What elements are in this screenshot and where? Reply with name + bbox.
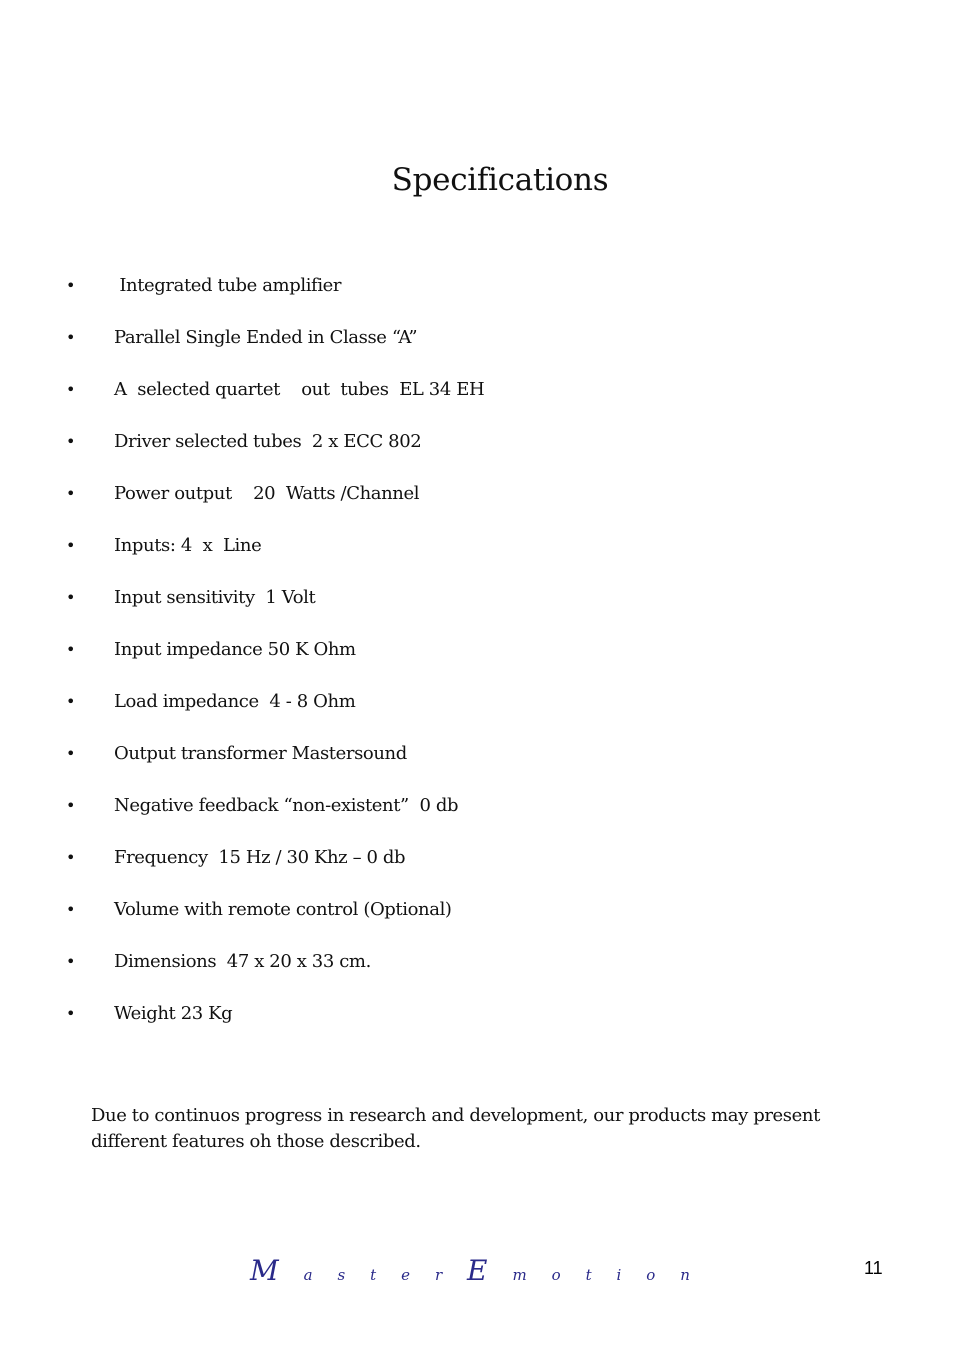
spec-text: Driver selected tubes 2 x ECC 802 [114, 431, 422, 452]
spec-text: Parallel Single Ended in Classe “A” [114, 327, 418, 348]
spec-text: Frequency 15 Hz / 30 Khz – 0 db [114, 847, 406, 868]
spec-text: Dimensions 47 x 20 x 33 cm. [114, 951, 371, 972]
bullet-icon: • [66, 744, 76, 763]
bullet-icon: • [66, 588, 76, 607]
spec-text: Weight 23 Kg [114, 1003, 233, 1024]
bullet-icon: • [66, 328, 76, 347]
spec-text: A selected quartet out tubes EL 34 EH [114, 379, 485, 400]
bullet-icon: • [66, 848, 76, 867]
page-title: Specifications [391, 162, 609, 198]
spec-text: Input impedance 50 K Ohm [114, 639, 356, 660]
bullet-icon: • [66, 1004, 76, 1023]
spec-text: Inputs: 4 x Line [114, 535, 262, 556]
spec-text: Power output 20 Watts /Channel [114, 483, 420, 504]
spec-text: Volume with remote control (Optional) [114, 899, 452, 920]
bullet-icon: • [66, 276, 76, 295]
bullet-icon: • [66, 796, 76, 815]
page-number: 11 [864, 1258, 883, 1278]
bullet-icon: • [66, 432, 76, 451]
bullet-icon: • [66, 952, 76, 971]
bullet-icon: • [66, 692, 76, 711]
bullet-icon: • [66, 640, 76, 659]
spec-text: Integrated tube amplifier [114, 275, 342, 296]
bullet-icon: • [66, 380, 76, 399]
spec-text: Load impedance 4 - 8 Ohm [114, 691, 356, 712]
spec-text: Input sensitivity 1 Volt [114, 587, 316, 608]
spec-text: Output transformer Mastersound [114, 743, 407, 764]
bullet-icon: • [66, 536, 76, 555]
disclaimer-text: Due to continuos progress in research and development, our products may present different features oh those described. [91, 1105, 820, 1152]
brand-logo: M a s t e r E m o t i o n [250, 1254, 690, 1287]
bullet-icon: • [66, 900, 76, 919]
spec-text: Negative feedback “non-existent” 0 db [114, 795, 459, 816]
bullet-icon: • [66, 484, 76, 503]
